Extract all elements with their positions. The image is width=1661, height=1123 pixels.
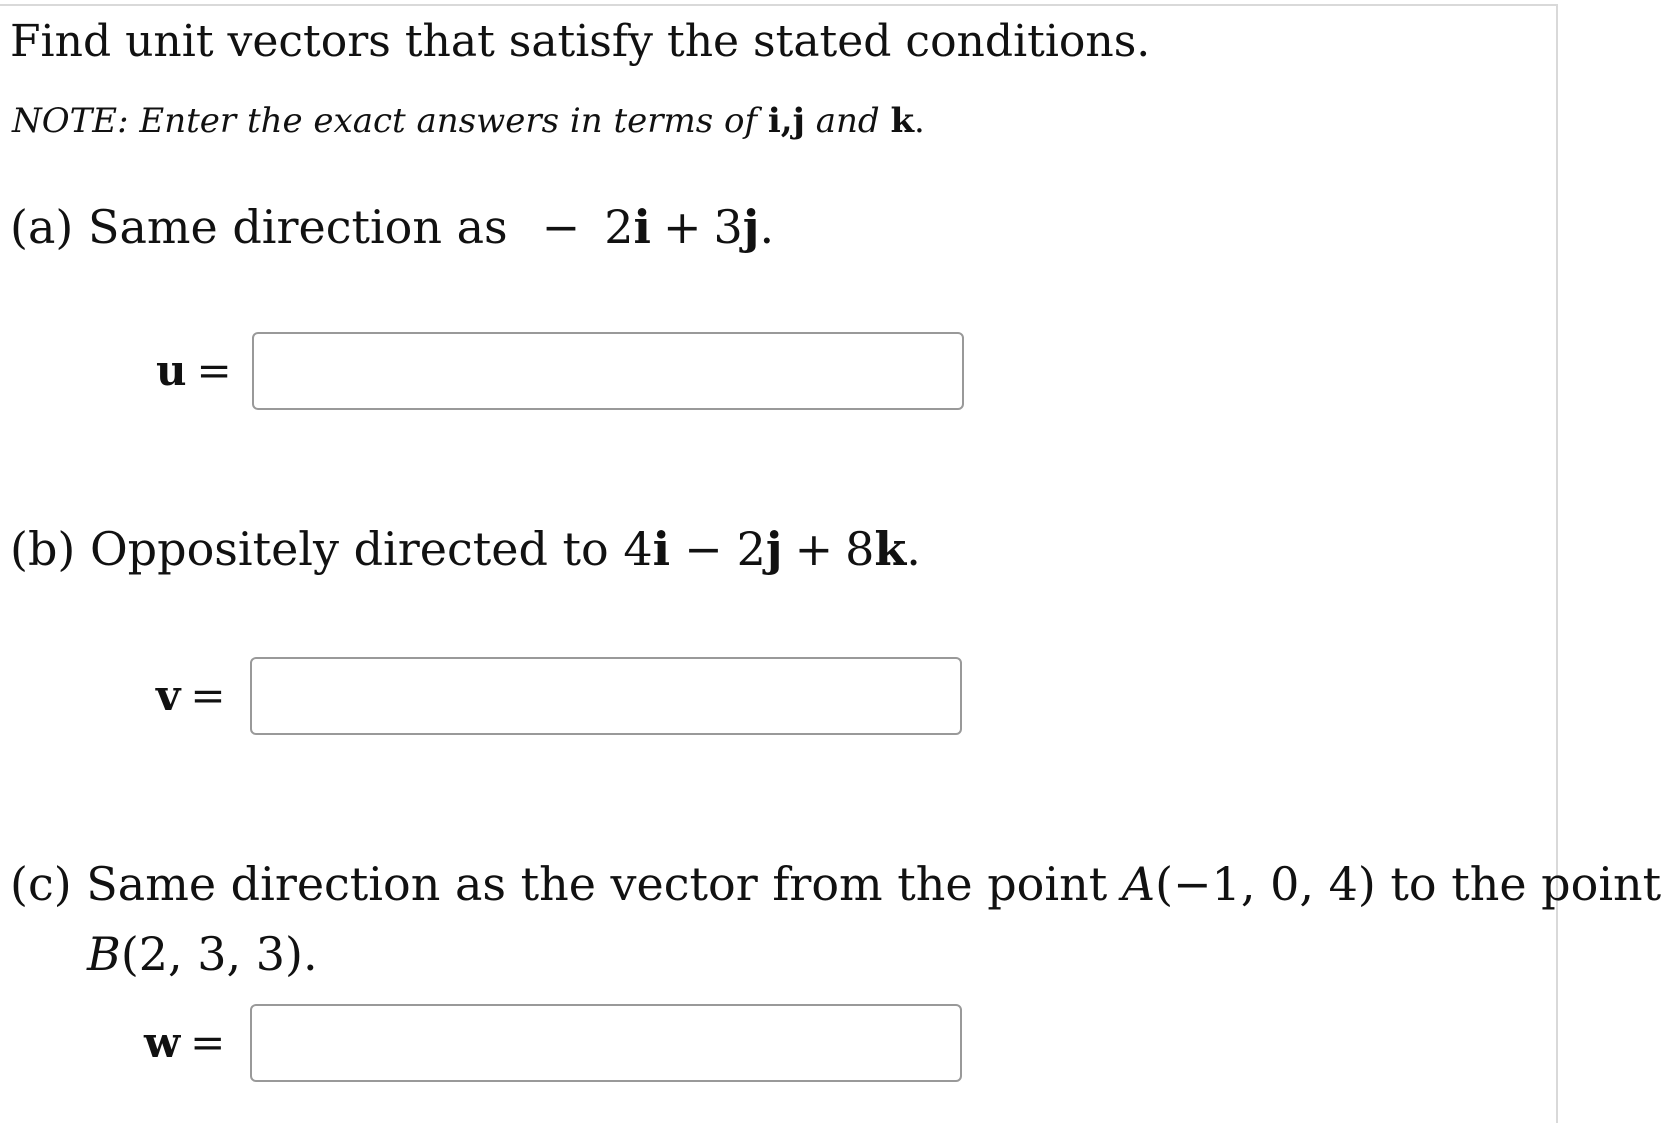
part-b-coef-2: 2 bbox=[736, 522, 766, 576]
u-answer-input[interactable] bbox=[252, 332, 964, 410]
part-c-period: . bbox=[303, 927, 318, 981]
u-equals: = bbox=[196, 346, 232, 395]
part-b-label: (b) Oppositely directed to bbox=[10, 522, 624, 576]
part-b-coef-4: 4 bbox=[623, 522, 653, 576]
point-a-name: A bbox=[1121, 857, 1156, 911]
note-comma: , bbox=[780, 101, 793, 141]
question-title: Find unit vectors that satisfy the stated conditions. bbox=[10, 16, 1151, 67]
point-b-coords: (2, 3, 3) bbox=[120, 927, 303, 981]
part-a-i: i bbox=[633, 200, 651, 254]
u-symbol: u bbox=[156, 346, 187, 395]
part-b-i: i bbox=[652, 522, 671, 576]
part-a-label: (a) Same direction as bbox=[10, 200, 508, 254]
part-a-prompt bbox=[10, 200, 775, 254]
part-a-coef-3: 3 bbox=[713, 200, 743, 254]
part-b-period: . bbox=[906, 522, 921, 576]
part-b-prompt bbox=[10, 522, 921, 576]
point-b-name: B bbox=[87, 927, 121, 981]
note-prefix: NOTE: Enter the exact answers in terms of bbox=[12, 101, 768, 141]
point-a-coords: (−1, 0, 4) bbox=[1155, 857, 1376, 911]
v-answer-label bbox=[156, 671, 226, 720]
part-c-line1-end: to the point bbox=[1375, 857, 1661, 911]
v-answer-input[interactable] bbox=[250, 657, 962, 735]
w-answer-label bbox=[144, 1018, 226, 1067]
v-equals: = bbox=[190, 671, 226, 720]
part-a-j: j bbox=[742, 200, 760, 254]
u-answer-label bbox=[156, 346, 232, 395]
part-b-plus: + bbox=[794, 522, 834, 576]
part-c-prompt-line2 bbox=[87, 927, 318, 981]
part-a-period: . bbox=[759, 200, 775, 254]
note-text bbox=[12, 101, 925, 141]
part-c-prompt-line1 bbox=[10, 857, 1661, 911]
part-c-text: (c) Same direction as the vector from the point bbox=[10, 857, 1122, 911]
part-a-minus: − bbox=[541, 200, 581, 254]
part-a-coef-2: 2 bbox=[604, 200, 634, 254]
note-end: . bbox=[914, 101, 925, 141]
note-k: k bbox=[890, 101, 915, 141]
v-symbol: v bbox=[156, 671, 181, 720]
note-and: and bbox=[804, 101, 891, 141]
part-b-k: k bbox=[874, 522, 907, 576]
w-answer-input[interactable] bbox=[250, 1004, 962, 1082]
part-b-minus: − bbox=[684, 522, 723, 576]
part-b-coef-8: 8 bbox=[845, 522, 875, 576]
note-j: j bbox=[792, 101, 805, 141]
w-symbol: w bbox=[144, 1018, 181, 1067]
part-a-plus: + bbox=[662, 200, 702, 254]
note-i: i bbox=[767, 101, 781, 141]
w-equals: = bbox=[190, 1018, 226, 1067]
part-b-j: j bbox=[765, 522, 783, 576]
